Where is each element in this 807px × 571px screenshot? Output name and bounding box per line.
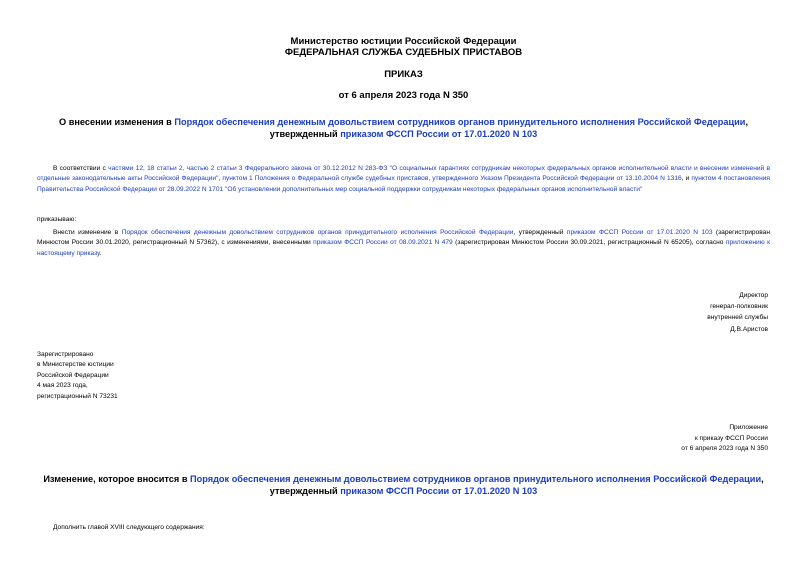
order-link-appendix[interactable]: приложению к настоящему приказу: [37, 239, 770, 257]
title-prefix: О внесении изменения в: [59, 117, 175, 127]
preamble-link-regulation[interactable]: пунктом 1 Положения о Федеральной службе судебных приставов, утвержденного Указом Президента Российской Федерации от 13.10.2004 N 1316: [222, 175, 682, 183]
final-line: Дополнить главой XVIII следующего содержания:: [53, 524, 205, 531]
order-text-2: , утвержденный: [513, 229, 567, 236]
preamble-link-resolution[interactable]: пунктом 4 постановления Правительства Российской Федерации от 28.09.2022 N 1701 "Об установлении дополнительных мер социальной поддержки сотрудникам некоторых федеральных органов исполнительной власти": [37, 175, 770, 193]
preamble-text-1: В соответствии с: [53, 165, 109, 172]
order-link-103[interactable]: приказом ФССП России от 17.01.2020 N 103: [566, 229, 713, 236]
order-text-3: (зарегистрирован Минюстом России 30.01.2020, регистрационный N 57362), с изменениями, внесенными: [37, 229, 770, 247]
change-title-link-procedure[interactable]: Порядок обеспечения денежным довольствием сотрудников органов принудительного исполнения Российской Федерации: [190, 474, 762, 484]
registration-line-2: в Министерстве юстиции: [37, 361, 114, 369]
page-title: [40, 116, 767, 140]
appendix-line-3: от 6 апреля 2023 года N 350: [681, 445, 768, 453]
signature-service: внутренней службы: [707, 314, 768, 322]
order-text-5: .: [99, 249, 102, 257]
change-title-prefix: Изменение, которое вносится в: [43, 474, 191, 484]
signature-block: [568, 290, 768, 335]
change-title-link-order[interactable]: приказом ФССП России от 17.01.2020 N 103: [340, 486, 538, 496]
signature-position: Директор: [739, 292, 768, 299]
doc-date-number: от 6 апреля 2023 года N 350: [338, 90, 469, 101]
order-text-4: (зарегистрирован Минюстом России 30.09.2021, регистрационный N 65205), согласно: [452, 239, 726, 247]
doc-type: ПРИКАЗ: [384, 69, 423, 80]
title-middle: , утвержденный: [269, 117, 748, 139]
order-paragraph: [37, 228, 770, 259]
preamble-text-3: , и: [681, 175, 692, 183]
order-link-procedure[interactable]: Порядок обеспечения денежным довольствием сотрудников органов принудительного исполнения Российской Федерации: [121, 229, 514, 236]
preamble-link-law[interactable]: частями 12, 18 статьи 2, частью 2 статьи 3 Федерального закона от 30.12.2012 N 283-ФЗ "О социальных гарантиях сотрудникам некоторых федеральных органов исполнительной власти и внесении изменений в отдельные законодательные акты Российской Федерации": [37, 165, 770, 183]
signature-name: Д.В.Аристов: [730, 325, 768, 333]
registration-line-4: 4 мая 2023 года,: [37, 382, 88, 390]
appendix-line-2: к приказу ФССП России: [694, 434, 768, 442]
ministry-name: Министерство юстиции Российской Федерации: [290, 36, 517, 47]
registration-block: [37, 350, 118, 402]
title-link-order[interactable]: приказом ФССП России от 17.01.2020 N 103: [340, 129, 538, 139]
change-title-middle: , утвержденный: [269, 474, 764, 496]
appendix-block: [548, 423, 768, 455]
title-link-procedure[interactable]: Порядок обеспечения денежным довольствием сотрудников органов принудительного исполнения Российской Федерации: [174, 117, 746, 127]
preamble-text-2: ,: [218, 175, 223, 183]
appendix-line-1: Приложение: [729, 424, 768, 431]
registration-line-5: регистрационный N 73231: [37, 392, 118, 400]
service-name: ФЕДЕРАЛЬНАЯ СЛУЖБА СУДЕБНЫХ ПРИСТАВОВ: [284, 47, 523, 58]
registration-line-3: Российской Федерации: [37, 371, 109, 379]
signature-rank: генерал-полковник: [710, 303, 768, 311]
registration-line-1: Зарегистрировано: [37, 351, 94, 358]
change-title: [40, 473, 767, 497]
preamble-paragraph: [37, 164, 770, 195]
order-text-1: Внести изменение в: [53, 229, 122, 236]
order-link-479[interactable]: приказом ФССП России от 08.09.2021 N 479: [313, 239, 453, 247]
order-word: приказываю:: [37, 216, 77, 223]
